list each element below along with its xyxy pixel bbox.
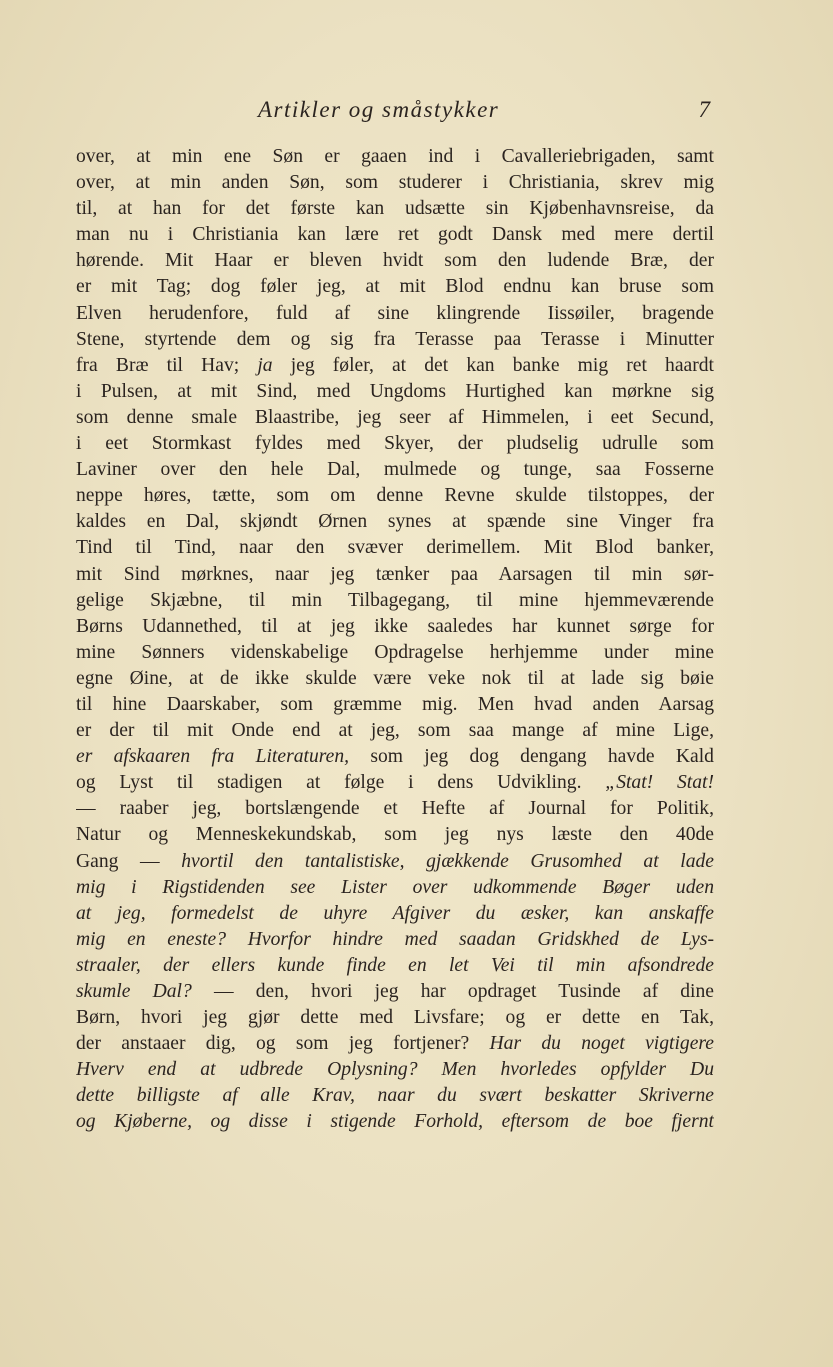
italic-span: er afskaaren fra Literaturen, (76, 746, 350, 768)
text-line (76, 875, 714, 901)
text-span: som denne smale Blaastribe, jeg seer af Himmelen, i eet Secund, (76, 406, 714, 428)
text-span: Gang — (76, 850, 182, 872)
text-line (76, 1057, 714, 1083)
running-title: Artikler og småstykker (258, 97, 500, 122)
text-span: Natur og Menneskekundskab, som jeg nys læste den 40de (76, 824, 714, 846)
text-span: — den, hvori jeg har opdraget Tusinde af dine (191, 981, 714, 1002)
text-line (76, 301, 714, 327)
text-line (76, 248, 714, 274)
text-line (76, 222, 714, 248)
text-line (76, 535, 714, 561)
text-line (76, 718, 714, 744)
text-line (76, 1083, 714, 1109)
text-span: kaldes en Dal, skjøndt Ørnen synes at spænde sine Vinger fra (76, 511, 714, 533)
text-line (76, 901, 714, 927)
running-head (76, 94, 714, 126)
text-span: gelige Skjæbne, til min Tilbagegang, til mine hjemmeværende (76, 589, 714, 611)
text-line (76, 796, 714, 822)
text-span: egne Øine, at de ikke skulde være veke nok til at lade sig bøie (76, 667, 714, 689)
text-span: mine Sønners videnskabelige Opdragelse herhjemme under mine (76, 641, 714, 663)
text-span: er mit Tag; dog føler jeg, at mit Blod endnu kan bruse som (76, 276, 714, 298)
text-span: som jeg dog dengang havde Kald (349, 746, 714, 768)
text-line (76, 431, 714, 457)
italic-span: og Kjøberne, og disse i stigende Forhold, eftersom de boe fjernt (76, 1111, 714, 1133)
page-number: 7 (698, 97, 710, 122)
text-span: neppe høres, tætte, som om denne Revne skulde tilstoppes, der (76, 485, 714, 507)
text-span: hørende. Mit Haar er bleven hvidt som den ludende Bræ, der (76, 250, 714, 272)
italic-span: Hverv end at udbrede Oplysning? Men hvorledes opfylder Du (76, 1059, 714, 1081)
text-span: Tind til Tind, naar den svæver derimellem. Mit Blod banker, (76, 537, 714, 559)
text-line (76, 1005, 714, 1031)
italic-span: ja (257, 354, 273, 376)
text-line (76, 692, 714, 718)
italic-span: Har du noget vigtigere (489, 1033, 714, 1055)
text-span: mit Sind mørknes, naar jeg tænker paa Aarsagen til min sør- (76, 563, 714, 585)
text-span: til, at han for det første kan udsætte sin Kjøbenhavnsreise, da (76, 198, 714, 220)
text-span: Stene, styrtende dem og sig fra Terasse paa Terasse i Minutter (76, 328, 714, 350)
text-line (76, 640, 714, 666)
text-span: er der til mit Onde end at jeg, som saa mange af mine Lige, (76, 720, 714, 742)
text-line (76, 483, 714, 509)
body-text (76, 144, 714, 1136)
text-line (76, 144, 714, 170)
text-span: Elven herudenfore, fuld af sine klingrende Iissøiler, bragende (76, 302, 714, 324)
text-line (76, 979, 714, 1005)
text-line (76, 353, 714, 379)
italic-span: straaler, der ellers kunde finde en let Vei til min afsondrede (76, 954, 714, 976)
text-line (76, 327, 714, 353)
text-span: i eet Stormkast fyldes med Skyer, der pludselig udrulle som (76, 433, 714, 455)
text-line (76, 274, 714, 300)
text-line (76, 457, 714, 483)
italic-span: mig i Rigstidenden see Lister over udkommende Bøger uden (76, 876, 714, 898)
text-span: der anstaaer dig, og som jeg fortjener? (76, 1033, 490, 1055)
italic-span: „Stat! Stat! (605, 772, 714, 794)
text-span: Børn, hvori jeg gjør dette med Livsfare; og er dette en Tak, (76, 1007, 714, 1029)
italic-span: hvortil den tantalistiske, gjækkende Grusomhed at lade (181, 850, 714, 872)
text-span: — raaber jeg, bortslængende et Hefte af Journal for Politik, (76, 798, 714, 820)
text-line (76, 588, 714, 614)
text-line (76, 1031, 714, 1057)
italic-span: at jeg, formedelst de uhyre Afgiver du æsker, kan anskaffe (76, 902, 714, 924)
text-span: jeg føler, at det kan banke mig ret haardt (272, 354, 714, 376)
text-line (76, 405, 714, 431)
text-line (76, 666, 714, 692)
text-span: over, at min anden Søn, som studerer i Christiania, skrev mig (76, 172, 714, 194)
italic-span: mig en eneste? Hvorfor hindre med saadan Gridskhed de Lys- (76, 928, 714, 950)
text-span: Laviner over den hele Dal, mulmede og tunge, saa Fosserne (76, 459, 714, 481)
text-line (76, 770, 714, 796)
text-line (76, 562, 714, 588)
text-line (76, 822, 714, 848)
text-span: i Pulsen, at mit Sind, med Ungdoms Hurtighed kan mørkne sig (76, 380, 714, 402)
text-line (76, 170, 714, 196)
text-span: man nu i Christiania kan lære ret godt Dansk med mere dertil (76, 224, 714, 246)
italic-span: skumle Dal? (76, 981, 192, 1002)
text-line (76, 927, 714, 953)
text-line (76, 849, 714, 875)
text-line (76, 196, 714, 222)
text-span: til hine Daarskaber, som græmme mig. Men hvad anden Aarsag (76, 693, 714, 715)
text-line (76, 953, 714, 979)
text-line (76, 509, 714, 535)
text-line (76, 379, 714, 405)
text-span: fra Bræ til Hav; (76, 354, 258, 376)
text-span: over, at min ene Søn er gaaen ind i Cavalleriebrigaden, samt (76, 146, 714, 167)
italic-span: dette billigste af alle Krav, naar du svært beskatter Skriverne (76, 1085, 714, 1107)
text-line (76, 614, 714, 640)
text-line (76, 1109, 714, 1135)
text-line (76, 744, 714, 770)
text-span: og Lyst til stadigen at følge i dens Udvikling. (76, 772, 606, 794)
text-span: Børns Udannethed, til at jeg ikke saaledes har kunnet sørge for (76, 615, 714, 637)
